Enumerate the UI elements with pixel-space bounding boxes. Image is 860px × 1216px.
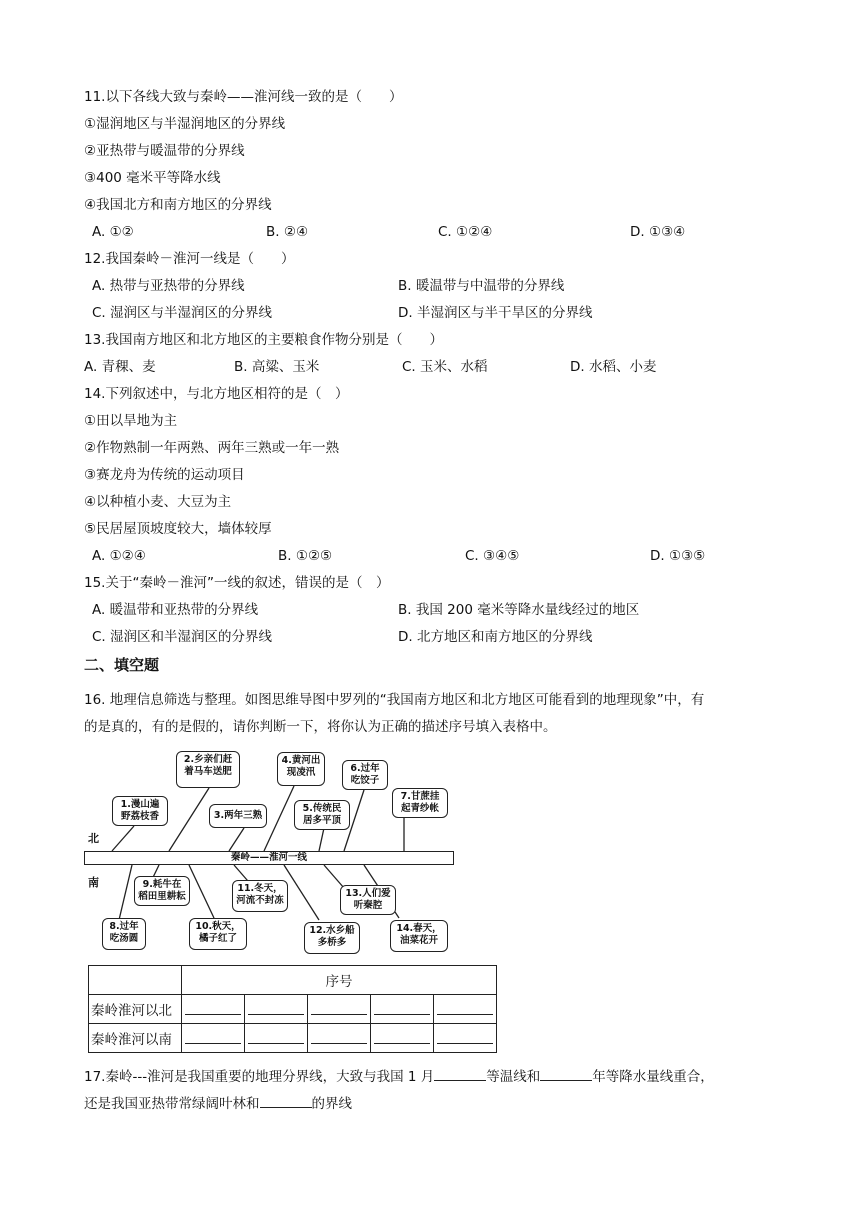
q12-option-a[interactable]: A. 热带与亚热带的分界线 <box>92 278 245 294</box>
q17-line-1 <box>84 1066 714 1086</box>
q14-option-b[interactable]: B. ①②⑤ <box>278 548 333 564</box>
diagram-box-7: 7.甘蔗挂起青纱帐 <box>392 788 448 818</box>
q17-blank-1[interactable] <box>434 1066 486 1081</box>
q14-option-d[interactable]: D. ①③⑤ <box>650 548 706 564</box>
q17-text-1c: 年等降水量线重合， <box>592 1069 714 1085</box>
north-label: 北 <box>88 832 99 845</box>
q14-option-a[interactable]: A. ①②④ <box>92 548 146 564</box>
q12-option-d[interactable]: D. 半湿润区与半干旱区的分界线 <box>398 305 593 321</box>
q12-option-b[interactable]: B. 暖温带与中温带的分界线 <box>398 278 565 294</box>
diagram-box-11: 11.冬天，河流不封冻 <box>232 880 288 912</box>
q14-item-3: ③赛龙舟为传统的运动项目 <box>84 467 245 483</box>
q15-option-c[interactable]: C. 湿润区和半湿润区的分界线 <box>92 629 273 645</box>
mind-map-diagram <box>84 748 459 958</box>
table-header-row <box>89 966 497 995</box>
answer-cell[interactable] <box>434 1024 497 1053</box>
q11-option-c[interactable]: C. ①②④ <box>438 224 493 240</box>
table-corner-cell <box>89 966 182 995</box>
table-row-label-north: 秦岭淮河以北 <box>89 995 182 1024</box>
diagram-box-12: 12.水乡船多桥多 <box>304 922 360 954</box>
diagram-box-8: 8.过年吃汤圆 <box>102 918 146 950</box>
q11-item-4: ④我国北方和南方地区的分界线 <box>84 197 272 213</box>
diagram-box-3: 3.两年三熟 <box>209 804 267 828</box>
answer-cell[interactable] <box>182 1024 245 1053</box>
diagram-box-4: 4.黄河出现凌汛 <box>277 752 325 786</box>
answer-cell[interactable] <box>371 995 434 1024</box>
answer-cell[interactable] <box>245 1024 308 1053</box>
q13-stem: 13.我国南方地区和北方地区的主要粮食作物分别是（ ） <box>84 332 443 348</box>
diagram-box-14: 14.春天，油菜花开 <box>390 920 448 952</box>
diagram-box-6: 6.过年吃饺子 <box>342 760 388 790</box>
diagram-box-2: 2.乡亲们赶着马车送肥 <box>176 751 240 788</box>
diagram-box-1: 1.漫山遍野荔枝香 <box>112 796 168 826</box>
q14-item-4: ④以种植小麦、大豆为主 <box>84 494 232 510</box>
q11-item-3: ③400 毫米平等降水线 <box>84 170 221 186</box>
q15-stem: 15.关于“秦岭－淮河”一线的叙述，错误的是（ ） <box>84 575 390 591</box>
q14-option-c[interactable]: C. ③④⑤ <box>465 548 520 564</box>
qinling-huaihe-axis: 秦岭——淮河一线 <box>84 851 454 865</box>
answer-cell[interactable] <box>245 995 308 1024</box>
diagram-box-10: 10.秋天，橘子红了 <box>189 918 247 950</box>
answer-cell[interactable] <box>308 1024 371 1053</box>
q15-option-b[interactable]: B. 我国 200 毫米等降水量线经过的地区 <box>398 602 640 618</box>
q15-option-d[interactable]: D. 北方地区和南方地区的分界线 <box>398 629 593 645</box>
answer-cell[interactable] <box>371 1024 434 1053</box>
table-row <box>89 995 497 1024</box>
diagram-box-9: 9.耗牛在稻田里耕耘 <box>134 876 190 906</box>
q16-text-line-1: 16. 地理信息筛选与整理。如图思维导图中罗列的“我国南方地区和北方地区可能看到的地理现象”中，有 <box>84 692 705 708</box>
q17-line-2 <box>84 1093 352 1113</box>
q16-text-line-2: 的是真的，有的是假的，请你判断一下，将你认为正确的描述序号填入表格中。 <box>84 719 557 735</box>
diagram-box-13: 13.人们爱听秦腔 <box>340 885 396 915</box>
q11-stem: 11.以下各线大致与秦岭——淮河线一致的是（ ） <box>84 89 403 105</box>
q11-item-2: ②亚热带与暖温带的分界线 <box>84 143 245 159</box>
q17-blank-2[interactable] <box>540 1066 592 1081</box>
q17-text-2b: 的界线 <box>311 1096 352 1112</box>
table-header-serial: 序号 <box>182 966 497 995</box>
q14-stem: 14.下列叙述中，与北方地区相符的是（ ） <box>84 386 349 402</box>
q13-option-b[interactable]: B. 高粱、玉米 <box>234 359 320 375</box>
q17-text-1b: 等温线和 <box>486 1069 541 1085</box>
q15-option-a[interactable]: A. 暖温带和亚热带的分界线 <box>92 602 259 618</box>
answer-cell[interactable] <box>182 995 245 1024</box>
answer-cell[interactable] <box>308 995 371 1024</box>
q11-option-a[interactable]: A. ①② <box>92 224 134 240</box>
q11-option-b[interactable]: B. ②④ <box>266 224 309 240</box>
q17-blank-3[interactable] <box>260 1093 312 1108</box>
diagram-box-5: 5.传统民居多平顶 <box>294 800 350 830</box>
section-heading: 二、填空题 <box>84 656 160 674</box>
answer-cell[interactable] <box>434 995 497 1024</box>
q14-item-2: ②作物熟制一年两熟、两年三熟或一年一熟 <box>84 440 340 456</box>
q12-option-c[interactable]: C. 湿润区与半湿润区的分界线 <box>92 305 273 321</box>
table-row-label-south: 秦岭淮河以南 <box>89 1024 182 1053</box>
q13-option-d[interactable]: D. 水稻、小麦 <box>570 359 657 375</box>
q14-item-1: ①田以旱地为主 <box>84 413 178 429</box>
q13-option-a[interactable]: A. 青稞、麦 <box>84 359 156 375</box>
south-label: 南 <box>88 876 99 889</box>
answer-table <box>88 965 497 1053</box>
q17-text-1a: 17.秦岭---淮河是我国重要的地理分界线，大致与我国 1 月 <box>84 1069 435 1085</box>
q14-item-5: ⑤民居屋顶坡度较大，墙体较厚 <box>84 521 272 537</box>
q13-option-c[interactable]: C. 玉米、水稻 <box>402 359 488 375</box>
q12-stem: 12.我国秦岭－淮河一线是（ ） <box>84 251 295 267</box>
q11-option-d[interactable]: D. ①③④ <box>630 224 686 240</box>
q11-item-1: ①湿润地区与半湿润地区的分界线 <box>84 116 286 132</box>
q17-text-2a: 还是我国亚热带常绿阔叶林和 <box>84 1096 260 1112</box>
table-row <box>89 1024 497 1053</box>
